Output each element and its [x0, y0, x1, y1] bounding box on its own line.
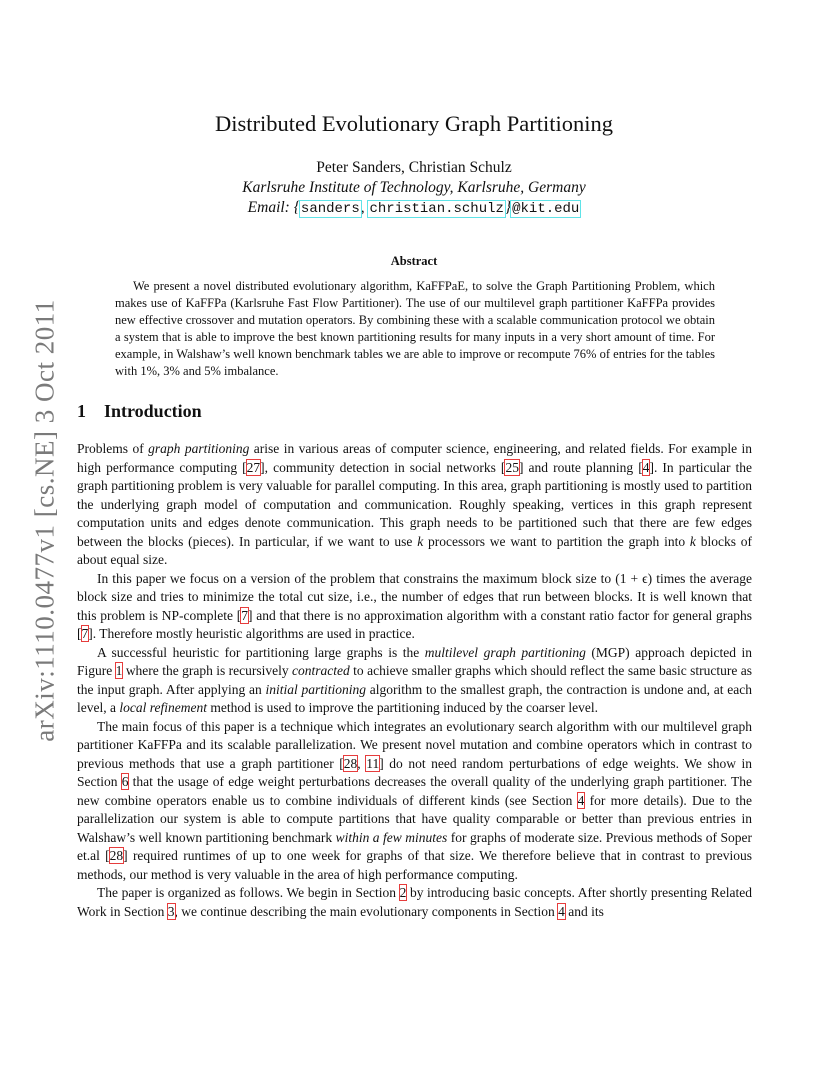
email-prefix: Email: { — [247, 199, 300, 216]
citation-link[interactable]: 4 — [642, 459, 650, 475]
email-link-sanders[interactable]: sanders — [300, 201, 360, 217]
email-domain[interactable]: @kit.edu — [512, 201, 580, 217]
paper-title: Distributed Evolutionary Graph Partitioning — [214, 111, 614, 136]
citation-link[interactable]: 28 — [343, 755, 358, 771]
citation-link[interactable]: 7 — [81, 626, 89, 641]
abstract-text: We present a novel distributed evolutionary algorithm, KaFFPaE, to solve the Graph Partitioning Problem, which makes use of KaFFPa (Karlsruhe Fast Flow Partitioner). The use of our multilevel graph partitioner KaFFPa provides new effective crossover and mutation operators. By combining these with a scalable communication protocol we obtain a system that is able to improve the best known partitioning results for many inputs in a very short amount of time. For example, in Walshaw’s well known benchmark tables we are able to improve or recompute 76% of entries for the tables with 1%, 3% and 5% imbalance. — [115, 279, 715, 378]
email-link-schulz[interactable]: christian.schulz — [369, 201, 504, 217]
arxiv-stamp — [14, 260, 76, 780]
paragraph-3: A successful heuristic for partitioning large graphs is the multilevel graph partitioning (MGP) approach depicted in Figure 1 where the graph is recursively contracted to achieve smaller graphs which should reflect the same basic structure as the input graph. After applying an initial partitioning algorithm to the smallest graph, the contraction is undone and, at each level, a local refinement method is used to improve the partitioning induced by the coarser level. — [77, 644, 752, 715]
arxiv-stamp-text: arXiv:1110.0477v1 [cs.NE] 3 Oct 2011 — [29, 298, 60, 742]
section-body — [77, 440, 752, 921]
paragraph-4: The main focus of this paper is a technique which integrates an evolutionary search algorithm with our multilevel graph partitioner KaFFPa and its scalable parallelization. We present novel mutation and combine operators which in contrast to previous methods that use a graph partitioner [28, 11] do not need random perturbations of edge weights. We show in Section 6 that the usage of edge weight perturbations decreases the overall quality of the underlying graph partitioner. The new combine operators enable us to combine individuals of different kinds (see Section 4 for more details). Due to the parallelization our system is able to compute partitions that have quality comparable or better than previous entries in Walshaw’s well known partitioning benchmark within a few minutes for graphs of moderate size. Previous methods of Soper et.al [28] required runtimes of up to one week for graphs of that size. We therefore believe that in contrast to previous methods, our method is very valuable in the area of high performance computing. — [77, 718, 753, 882]
section-heading — [77, 401, 202, 422]
author-names: Peter Sanders, Christian Schulz — [316, 159, 512, 176]
paragraph-5: The paper is organized as follows. We begin in Section 2 by introducing basic concepts. After shortly presenting Related Work in Section 3, we continue describing the main evolutionary components in Section 4 and its — [77, 885, 752, 919]
email-close: } — [504, 199, 512, 216]
citation-link[interactable]: 27 — [246, 459, 261, 475]
citation-link[interactable]: 28 — [109, 848, 124, 863]
email-line — [0, 198, 828, 219]
citation-link[interactable]: 7 — [241, 607, 249, 623]
section-number: 1 — [77, 401, 86, 421]
email-separator: , — [360, 199, 369, 216]
paragraph-1: Problems of graph partitioning arise in various areas of computer science, engineering, and related fields. For example in high performance computing [27], community detection in social networks [25] and route planning [4]. In particular the graph partitioning problem is very valuable for parallel computing. In this area, graph partitioning is mostly used to partition the underlying graph model of computation and communication. Roughly speaking, vertices in this graph represent computation units and edges denote communication. This graph needs to be partitioned such that there are few edges between the blocks (pieces). In particular, if we want to use k processors we want to partition the graph into k blocks of about equal size. — [77, 441, 753, 567]
affiliation: Karlsruhe Institute of Technology, Karlsruhe, Germany — [242, 179, 586, 196]
section-title: Introduction — [104, 401, 202, 421]
section-link[interactable]: 3 — [167, 903, 175, 919]
section-link[interactable]: 6 — [121, 774, 129, 789]
citation-link[interactable]: 11 — [366, 755, 380, 771]
citation-link[interactable]: 25 — [505, 459, 519, 475]
section-link[interactable]: 4 — [577, 792, 585, 808]
paragraph-2: In this paper we focus on a version of the problem that constrains the maximum block size to (1 + ϵ) times the average block size and tries to minimize the total cut size, i.e., the number of edges that run between blocks. It is well known that this problem is NP-complete [7] and that there is no approximation algorithm with a constant ratio factor for general graphs [7]. Therefore mostly heuristic algorithms are used in practice. — [77, 570, 752, 641]
section-link[interactable]: 2 — [399, 885, 407, 900]
section-link[interactable]: 4 — [558, 903, 565, 919]
figure-link[interactable]: 1 — [115, 663, 123, 678]
author-block — [0, 158, 828, 219]
abstract-heading: Abstract — [390, 254, 438, 268]
